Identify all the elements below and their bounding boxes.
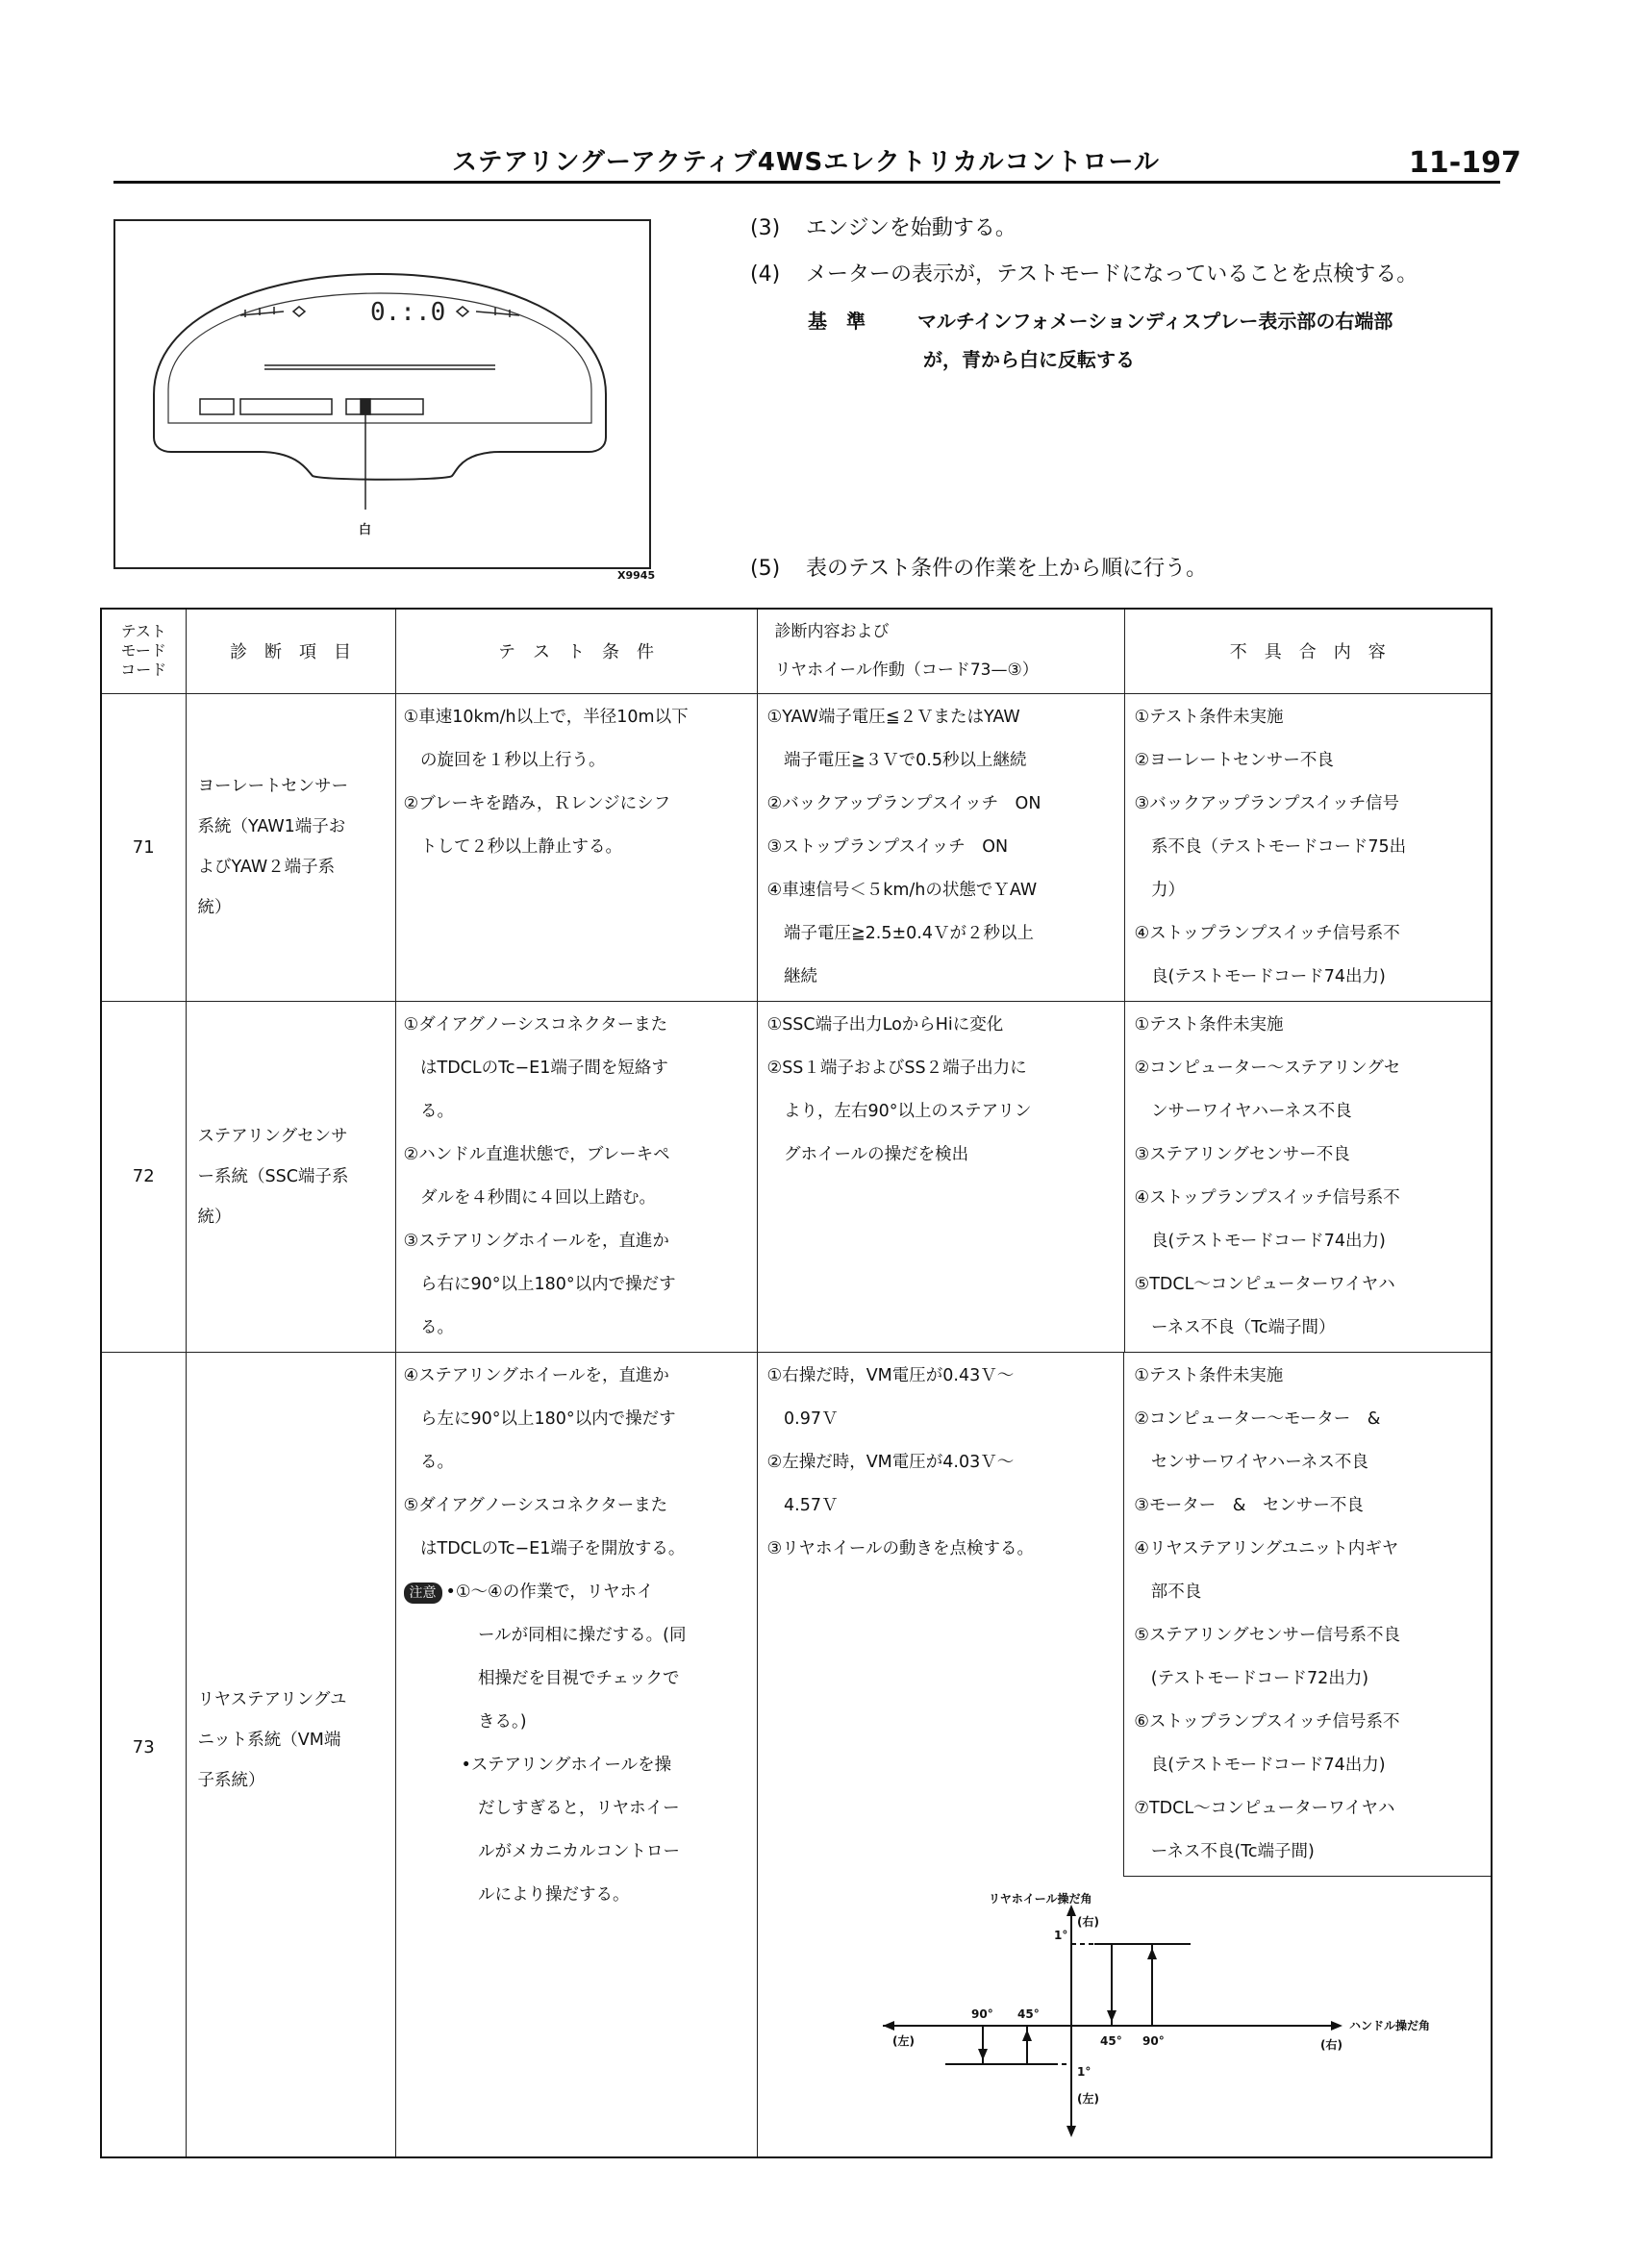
header-test-mode-code [101,609,186,693]
item-line: 子系統） [197,1770,265,1790]
note-line: だしすぎると，リヤホイー [461,1798,680,1818]
row-content-and-fault [757,1352,1492,2157]
x-axis-arrow-left [883,2021,894,2031]
fault-line: 良(テストモードコード74出力) [1134,966,1386,986]
note-badge: 注意 [404,1583,442,1604]
fault-line: (テストモードコード72出力) [1134,1668,1369,1688]
fault-line: ④ストップランプスイッチ信号系不 [1134,923,1400,943]
condition-line: ②ハンドル直進状態で，ブレーキペ [403,1144,670,1164]
item-line: 統） [197,898,232,917]
content-line: ②SS１端子およびSS２端子出力に [766,1058,1027,1078]
note-line: ルがメカニカルコントロー [461,1841,680,1861]
arrow-up-right-90 [1147,1948,1157,1959]
row-item [186,1352,395,2157]
step-text: エンジンを始動する。 [806,216,1016,240]
content-line: 端子電圧≧2.5±0.4Ｖが２秒以上 [766,923,1034,943]
content-line: ①右操だ時，VM電圧が0.43Ｖ〜 [766,1365,1015,1385]
condition-line: ダルを４秒間に４回以上踏む。 [403,1187,656,1208]
condition-line: の旋回を１秒以上行う。 [403,750,606,770]
content-line: ②バックアップランプスイッチ ON [766,793,1041,813]
criterion-line-2: が，青から白に反転する [923,348,1135,371]
condition-line: はTDCLのTc−E1端子間を短絡す [403,1058,668,1078]
step-number: (5) [750,557,781,581]
row-fault [1124,693,1492,1001]
header-code-line: コード [120,660,167,680]
row-content [757,693,1124,1001]
item-line: ステアリングセンサ [197,1126,348,1146]
rear-wheel-angle-graph [854,1891,1430,2141]
tick-right-90: 90° [1142,2033,1165,2048]
condition-line: トして２秒以上静止する。 [403,836,622,857]
note-line: •ステアリングホイールを操 [461,1755,672,1775]
condition-line: る。 [403,1452,454,1472]
fault-line: ④リヤステアリングユニット内ギヤ [1134,1538,1399,1558]
item-line: リヤステアリングユ [197,1689,347,1709]
criterion-line-1: マルチインフォメーションディスプレー表示部の右端部 [916,310,1393,333]
step-number: (4) [750,262,781,287]
header-diagnosis-content [757,609,1124,693]
row-code: 71 [101,693,186,1001]
row-code-text: 73 [132,1736,155,1757]
header-test-condition: テ ス ト 条 件 [395,609,757,693]
page-header-title: ステアリングーアクティブ4WSエレクトリカルコントロール [452,148,1160,177]
step-4 [750,260,1418,290]
table-row [101,1001,1492,1352]
condition-line: はTDCLのTc−E1端子を開放する。 [403,1538,686,1558]
item-line: ー系統（SSC端子系 [197,1166,349,1186]
arrow-up-left-45 [1022,2030,1032,2041]
item-line: よびYAW２端子系 [197,858,336,877]
row-item [186,693,395,1001]
condition-line: ⑤ダイアグノーシスコネクターまた [403,1495,668,1515]
row-content [758,1353,1124,1877]
row-condition [395,1001,757,1352]
fault-line: 良(テストモードコード74出力) [1134,1231,1386,1251]
x-axis-arrow-right [1331,2021,1342,2031]
note-line: ールが同相に操だする。(同 [461,1625,687,1645]
fault-line: 系不良（テストモードコード75出 [1134,836,1407,857]
y-axis-label: リヤホイール操だ角 [988,1891,1092,1906]
content-line: ③ストップランプスイッチ ON [766,836,1009,857]
white-indicator-label: 白 [359,523,372,537]
meter-display-readout: 0.:.0 [370,298,446,327]
condition-line: ら左に90°以上180°以内で操だす [403,1408,676,1429]
content-line: より，左右90°以上のステアリン [766,1101,1032,1121]
fault-line: ⑤TDCL〜コンピューターワイヤハ [1134,1274,1395,1294]
content-line: 継続 [766,966,817,986]
item-line: 系統（YAW1端子お [197,817,346,836]
fault-line: ②コンピューター〜モーター & [1134,1408,1381,1429]
note-block-line [404,1571,749,1614]
condition-line: ら右に90°以上180°以内で操だす [403,1274,676,1294]
step-number: (3) [750,216,781,240]
row-content [757,1001,1124,1352]
fault-line: ①テスト条件未実施 [1134,707,1284,727]
row-code [101,1352,186,2157]
fault-line: ①テスト条件未実施 [1134,1365,1284,1385]
condition-line: ②ブレーキを踏み，Ｒレンジにシフ [403,793,671,813]
fault-line: ーネス不良(Tc端子間) [1134,1841,1315,1861]
fault-line: 部不良 [1134,1582,1202,1602]
header-content-line: 診断内容および [774,622,890,642]
row-condition [395,693,757,1001]
fault-line: 力） [1134,880,1185,900]
row-item [186,1001,395,1352]
header-content-line: リヤホイール作動（コード73—③） [774,660,1039,681]
neg-one-degree: 1° [1076,2064,1091,2079]
fault-line: センサーワイヤハーネス不良 [1134,1452,1368,1472]
page-number: 11-197 [1409,146,1521,180]
note-line: 相操だを目視でチェックで [461,1668,680,1688]
item-line: 統） [197,1207,232,1227]
header-code-line: モード [120,641,166,660]
criterion [808,306,1393,336]
fault-line: ⑥ストップランプスイッチ信号系不 [1134,1711,1400,1732]
content-line: グホイールの操だを検出 [766,1144,969,1164]
fault-line: ⑦TDCL〜コンピューターワイヤハ [1134,1798,1395,1818]
header-diagnosis-item: 診 断 項 目 [186,609,395,693]
y-axis-right-label: (右) [1076,1914,1099,1929]
item-line: ニット系統（VM端 [197,1730,341,1750]
arrow-down-left-90 [978,2049,988,2060]
row-condition [395,1352,757,2157]
header-code-line: テスト [120,622,166,641]
tick-left-90: 90° [970,2006,993,2021]
condition-line: ③ステアリングホイールを，直進か [403,1231,669,1251]
step-5 [750,554,1207,585]
table-header-row [101,609,1492,693]
condition-line: ④ステアリングホイールを，直進か [403,1365,669,1385]
step-text: 表のテスト条件の作業を上から順に行う。 [806,557,1208,581]
fault-line: ③モーター & センサー不良 [1134,1495,1364,1515]
content-line: ①YAW端子電圧≦２ＶまたはYAW [766,707,1020,727]
x-axis-label: ハンドル操だ角 [1348,2018,1430,2032]
x-axis-left-label: (左) [891,2033,915,2048]
table-row [101,693,1492,1001]
content-line: 4.57Ｖ [766,1495,839,1515]
y-axis-arrow-up [1066,1905,1076,1916]
condition-line: る。 [403,1101,454,1121]
figure-code: X9945 [617,569,656,582]
table-row [101,1352,1492,2157]
fault-line: 良(テストモードコード74出力) [1134,1755,1386,1775]
content-line: ①SSC端子出力LoからHiに変化 [766,1014,1004,1034]
note-line: ルにより操だする。 [461,1884,630,1905]
content-line: ②左操だ時，VM電圧が4.03Ｖ〜 [766,1452,1015,1472]
header-fault-content: 不 具 合 内 容 [1124,609,1492,693]
item-line: ヨーレートセンサー [197,777,349,796]
content-line: 端子電圧≧３Ｖで0.5秒以上継続 [766,750,1027,770]
criterion-label: 基 準 [808,310,866,333]
row-fault [1124,1001,1492,1352]
fault-line: ①テスト条件未実施 [1134,1014,1284,1034]
tick-left-45: 45° [1016,2006,1040,2021]
note-line: •①〜④の作業で，リヤホイ [445,1582,654,1602]
fault-line: ーネス不良（Tc端子間） [1134,1317,1336,1337]
fault-line: ②コンピューター〜ステアリングセ [1134,1058,1401,1078]
fault-line: ンサーワイヤハーネス不良 [1134,1101,1352,1121]
arrow-down-right-45 [1107,2010,1117,2022]
fault-line: ③バックアップランプスイッチ信号 [1134,793,1400,813]
content-line: ④車速信号＜５km/hの状態でＹAW [766,880,1038,900]
instrument-cluster-figure [113,219,651,569]
content-line: 0.97Ｖ [766,1408,839,1429]
meter-illustration [115,221,649,567]
step-text: メーターの表示が，テストモードになっていることを点検する。 [806,262,1418,287]
fault-line: ⑤ステアリングセンサー信号系不良 [1134,1625,1401,1645]
fault-line: ③ステアリングセンサー不良 [1134,1144,1350,1164]
condition-line: る。 [403,1317,454,1337]
step-3 [750,213,1016,244]
fault-line: ④ストップランプスイッチ信号系不 [1134,1187,1400,1208]
row-code: 72 [101,1001,186,1352]
content-line: ③リヤホイールの動きを点検する。 [766,1538,1034,1558]
tick-right-45: 45° [1099,2033,1122,2048]
diagnosis-table [100,608,1493,2158]
condition-line: ①ダイアグノーシスコネクターまた [403,1014,668,1034]
row-fault [1123,1353,1491,1877]
x-axis-right-label: (右) [1319,2037,1342,2052]
note-line: きる。) [461,1711,527,1732]
fault-line: ②ヨーレートセンサー不良 [1134,750,1334,770]
y-axis-arrow-down [1066,2126,1076,2137]
pos-one-degree: 1° [1053,1928,1067,1942]
header-rule [113,181,1500,184]
y-axis-left-label: (左) [1076,2091,1099,2106]
condition-line: ①車速10km/h以上で，半径10m以下 [403,707,689,727]
